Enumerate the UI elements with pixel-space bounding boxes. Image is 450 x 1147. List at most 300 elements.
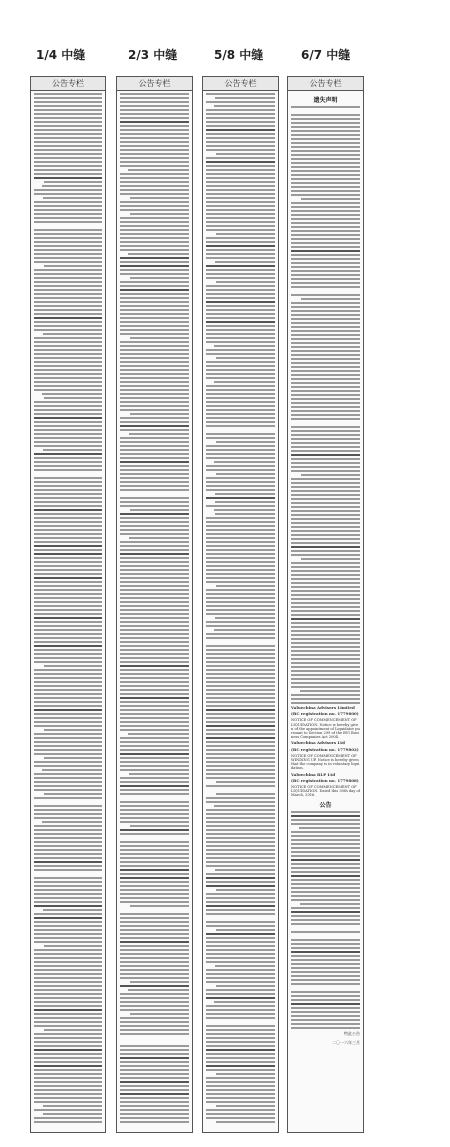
text-line (206, 321, 275, 323)
text-line (120, 657, 189, 659)
text-line (206, 809, 275, 811)
text-line (34, 761, 102, 763)
text-line (206, 465, 275, 467)
text-line (206, 285, 275, 287)
text-line (206, 497, 275, 499)
text-line (206, 125, 275, 127)
text-line (34, 413, 102, 415)
text-line (206, 925, 275, 927)
text-line (291, 414, 360, 416)
text-line (120, 309, 189, 311)
text-line (206, 1117, 275, 1119)
company-reg-3: (BC registration no. 1779808) (291, 777, 359, 783)
text-line (291, 919, 360, 921)
text-line (291, 907, 360, 909)
text-line (206, 349, 275, 351)
text-line (206, 385, 275, 387)
text-line (206, 185, 275, 187)
text-line (34, 93, 102, 95)
text-line (206, 477, 275, 479)
text-line (120, 1109, 189, 1111)
text-line (206, 905, 275, 907)
text-line (291, 538, 360, 540)
text-line (291, 434, 360, 436)
text-line (34, 1101, 102, 1103)
text-line (291, 250, 360, 252)
text-line (206, 425, 275, 427)
text-line (291, 855, 360, 857)
text-line (291, 446, 360, 448)
text-line (206, 1009, 275, 1011)
text-line (206, 993, 275, 995)
text-line (120, 1105, 189, 1107)
column-body-2 (117, 91, 192, 1123)
notice-column-1 (30, 76, 106, 1133)
text-line (206, 305, 275, 307)
text-line (34, 313, 102, 315)
text-line (120, 845, 189, 847)
text-line (206, 377, 275, 379)
text-line (34, 225, 95, 227)
text-line (120, 529, 189, 531)
text-line (120, 281, 189, 283)
text-line (120, 577, 189, 579)
text-line (120, 681, 189, 683)
text-line (206, 933, 275, 935)
text-line (130, 277, 189, 279)
text-line (34, 365, 102, 367)
text-line (291, 458, 360, 460)
text-line (34, 857, 102, 859)
text-line (34, 957, 102, 959)
text-line (291, 182, 360, 184)
text-line (206, 729, 275, 731)
text-line (206, 257, 275, 259)
text-line (34, 345, 102, 347)
text-line (120, 633, 189, 635)
text-line (206, 721, 275, 723)
text-line (291, 606, 360, 608)
text-line (206, 1097, 275, 1099)
text-line (34, 217, 102, 219)
text-line (120, 597, 189, 599)
text-line (120, 473, 189, 475)
text-line (34, 721, 102, 723)
text-line (206, 221, 275, 223)
text-line (120, 637, 189, 639)
text-line (206, 941, 275, 943)
text-line (291, 354, 360, 356)
text-line (216, 441, 275, 443)
text-line (120, 313, 189, 315)
text-line (291, 282, 360, 284)
text-line (206, 157, 275, 159)
text-line (291, 158, 360, 160)
text-line (34, 1053, 102, 1055)
text-line (291, 614, 360, 616)
text-line (215, 501, 275, 503)
text-line (206, 309, 275, 311)
text-line (291, 274, 360, 276)
text-line (206, 1037, 275, 1039)
text-line (120, 113, 189, 115)
text-line (215, 493, 275, 495)
text-line (291, 522, 360, 524)
text-line (206, 413, 275, 415)
text-line (206, 373, 275, 375)
text-line (291, 254, 360, 256)
text-line (34, 421, 102, 423)
text-line (291, 210, 360, 212)
text-line (206, 613, 275, 615)
text-line (120, 945, 189, 947)
text-line (34, 873, 95, 875)
text-line (120, 1041, 181, 1043)
text-line (120, 533, 189, 535)
text-line (120, 377, 189, 379)
text-line (206, 685, 275, 687)
text-line (206, 209, 275, 211)
text-line (291, 546, 360, 548)
text-line (120, 321, 189, 323)
text-line (291, 118, 360, 120)
text-line (120, 453, 189, 455)
text-line (34, 465, 102, 467)
text-line (34, 725, 102, 727)
text-line (206, 341, 275, 343)
text-line (206, 577, 275, 579)
text-line (206, 269, 275, 271)
text-line (34, 1097, 102, 1099)
text-line (34, 669, 102, 671)
text-line (120, 1073, 189, 1075)
text-line (206, 397, 275, 399)
text-line (291, 366, 360, 368)
text-line (206, 677, 275, 679)
text-line (34, 377, 102, 379)
text-line (34, 1109, 102, 1111)
text-line (34, 653, 102, 655)
text-line (206, 705, 275, 707)
text-line (301, 474, 360, 476)
liquidation-notice-1: NOTICE OF COMMENCEMENT OF LIQUIDATION. Notice is hereby given of the appointment of Liquidator pursuant to Section 299 of the BVI Business Companies Act 2004. (291, 718, 360, 740)
text-line (34, 865, 102, 867)
text-line (34, 797, 102, 799)
text-line (206, 405, 275, 407)
text-line (34, 233, 102, 235)
text-line (34, 105, 102, 107)
text-line (120, 601, 189, 603)
signature-line-2: 二〇一六年三月 (332, 1039, 360, 1045)
text-line (34, 673, 102, 675)
text-line (120, 589, 189, 591)
text-line (120, 593, 189, 595)
text-line (291, 214, 360, 216)
text-line (206, 1077, 275, 1079)
text-line (291, 442, 360, 444)
text-line (206, 1113, 275, 1115)
text-line (206, 969, 275, 971)
text-line (291, 234, 360, 236)
text-line (214, 461, 275, 463)
text-line (120, 729, 189, 731)
text-line (206, 605, 275, 607)
text-line (291, 134, 360, 136)
text-line (120, 885, 189, 887)
text-line (206, 873, 275, 875)
text-line (120, 373, 189, 375)
text-line (34, 1069, 102, 1071)
text-line (130, 509, 189, 511)
text-line (291, 110, 352, 112)
text-line (34, 289, 102, 291)
text-line (291, 506, 360, 508)
text-line (216, 781, 275, 783)
text-line (206, 273, 275, 275)
text-line (34, 561, 102, 563)
text-line (206, 469, 275, 471)
text-line (206, 217, 275, 219)
column-title-4: 6/7 中缝 (301, 48, 351, 62)
text-line (34, 537, 102, 539)
text-line (291, 362, 360, 364)
text-line (216, 1105, 275, 1107)
text-line (206, 129, 275, 131)
text-line (206, 701, 275, 703)
text-line (291, 186, 360, 188)
text-line (130, 905, 189, 907)
text-line (291, 646, 360, 648)
text-line (34, 437, 102, 439)
text-line (34, 705, 102, 707)
text-line (291, 462, 360, 464)
text-line (43, 909, 102, 911)
text-line (120, 137, 189, 139)
text-line (291, 598, 360, 600)
text-line (206, 317, 275, 319)
text-line (291, 823, 360, 825)
text-line (120, 745, 189, 747)
text-line (34, 329, 102, 331)
text-line (34, 337, 102, 339)
text-line (291, 935, 352, 937)
text-line (120, 125, 189, 127)
text-line (120, 797, 181, 799)
notice-column-3 (202, 76, 279, 1133)
text-line (206, 961, 275, 963)
text-line (34, 1045, 102, 1047)
text-line (34, 929, 102, 931)
text-line (34, 177, 102, 179)
text-line (34, 1009, 102, 1011)
text-line (34, 637, 102, 639)
text-line (216, 233, 275, 235)
text-line (34, 749, 102, 751)
text-line (34, 553, 102, 555)
text-line (34, 445, 102, 447)
text-line (291, 674, 360, 676)
text-line (291, 530, 360, 532)
text-line (34, 993, 102, 995)
column-body-1 (31, 91, 105, 1123)
text-line (291, 334, 360, 336)
column-header-3: 公告专栏 (203, 77, 278, 91)
text-line (206, 877, 275, 879)
text-line (291, 887, 360, 889)
text-line (34, 533, 102, 535)
text-line (291, 346, 360, 348)
text-line (206, 897, 275, 899)
text-line (206, 537, 275, 539)
text-line (34, 681, 102, 683)
text-line (291, 338, 360, 340)
text-line (291, 286, 360, 288)
text-line (206, 437, 275, 439)
text-line (34, 801, 95, 803)
text-line (120, 617, 189, 619)
text-line (34, 641, 102, 643)
text-line (120, 409, 189, 411)
text-line (206, 277, 275, 279)
text-line (42, 185, 102, 187)
text-line (44, 729, 102, 731)
text-line (120, 477, 189, 479)
text-line (120, 793, 189, 795)
text-line (120, 897, 189, 899)
text-line (120, 497, 189, 499)
text-line (206, 645, 275, 647)
text-line (120, 1065, 189, 1067)
text-line (291, 554, 360, 556)
text-line (206, 457, 275, 459)
text-line (120, 913, 189, 915)
text-line (291, 983, 360, 985)
text-line (34, 505, 102, 507)
text-line (291, 170, 360, 172)
text-line (44, 793, 102, 795)
text-line (291, 618, 360, 620)
text-line (301, 558, 360, 560)
text-line (206, 829, 275, 831)
text-line (120, 693, 189, 695)
text-line (34, 485, 102, 487)
text-line (34, 881, 102, 883)
text-line (120, 949, 189, 951)
text-line (34, 489, 102, 491)
text-line (291, 847, 360, 849)
text-line (291, 1007, 360, 1009)
text-line (206, 121, 275, 123)
text-line (206, 481, 275, 483)
text-line (120, 401, 189, 403)
text-line (120, 833, 189, 835)
text-line (206, 421, 275, 423)
text-line (206, 161, 275, 163)
text-line (206, 117, 275, 119)
text-line (206, 141, 275, 143)
text-line (34, 1121, 102, 1123)
text-line (206, 937, 275, 939)
text-line (206, 365, 275, 367)
text-line (43, 1105, 102, 1107)
text-line (291, 318, 360, 320)
text-line (300, 690, 360, 692)
text-line (291, 178, 360, 180)
text-line (42, 821, 102, 823)
text-line (291, 574, 360, 576)
text-line (120, 777, 189, 779)
text-line (34, 425, 102, 427)
text-line (34, 213, 102, 215)
column-header-1: 公告专栏 (31, 77, 105, 91)
text-line (120, 933, 189, 935)
text-line (291, 594, 360, 596)
text-line (34, 497, 102, 499)
text-line (206, 313, 275, 315)
text-line (120, 229, 189, 231)
text-line (291, 386, 360, 388)
text-line (34, 689, 102, 691)
text-line (206, 333, 275, 335)
text-line (291, 630, 360, 632)
text-line (301, 198, 360, 200)
text-line (206, 733, 275, 735)
text-line (291, 831, 360, 833)
text-line (291, 358, 360, 360)
text-line (34, 545, 102, 547)
text-line (206, 981, 275, 983)
text-line (130, 213, 189, 215)
text-line (206, 865, 275, 867)
text-line (34, 257, 102, 259)
text-line (34, 741, 102, 743)
text-line (34, 593, 102, 595)
text-line (291, 1011, 360, 1013)
text-line (120, 889, 189, 891)
text-line (206, 193, 275, 195)
text-line (120, 821, 189, 823)
text-line (34, 473, 95, 475)
text-line (120, 285, 189, 287)
text-line (34, 417, 102, 419)
text-line (206, 237, 275, 239)
text-line (206, 757, 275, 759)
text-line (206, 625, 275, 627)
text-line (206, 1041, 275, 1043)
text-line (291, 330, 360, 332)
text-line (120, 485, 189, 487)
text-line (291, 562, 360, 564)
company-name-2: Valuechina Advisors Ltd (291, 740, 345, 746)
text-line (120, 241, 189, 243)
text-line (215, 869, 275, 871)
text-line (120, 221, 189, 223)
text-line (120, 553, 189, 555)
text-line (206, 845, 275, 847)
text-line (120, 993, 189, 995)
text-line (206, 673, 275, 675)
text-line (291, 642, 360, 644)
text-line (120, 881, 189, 883)
text-line (291, 638, 360, 640)
text-line (206, 977, 275, 979)
text-line (206, 289, 275, 291)
text-line (34, 169, 102, 171)
text-line (120, 713, 189, 715)
text-line (44, 945, 102, 947)
text-line (206, 697, 275, 699)
text-line (34, 777, 102, 779)
